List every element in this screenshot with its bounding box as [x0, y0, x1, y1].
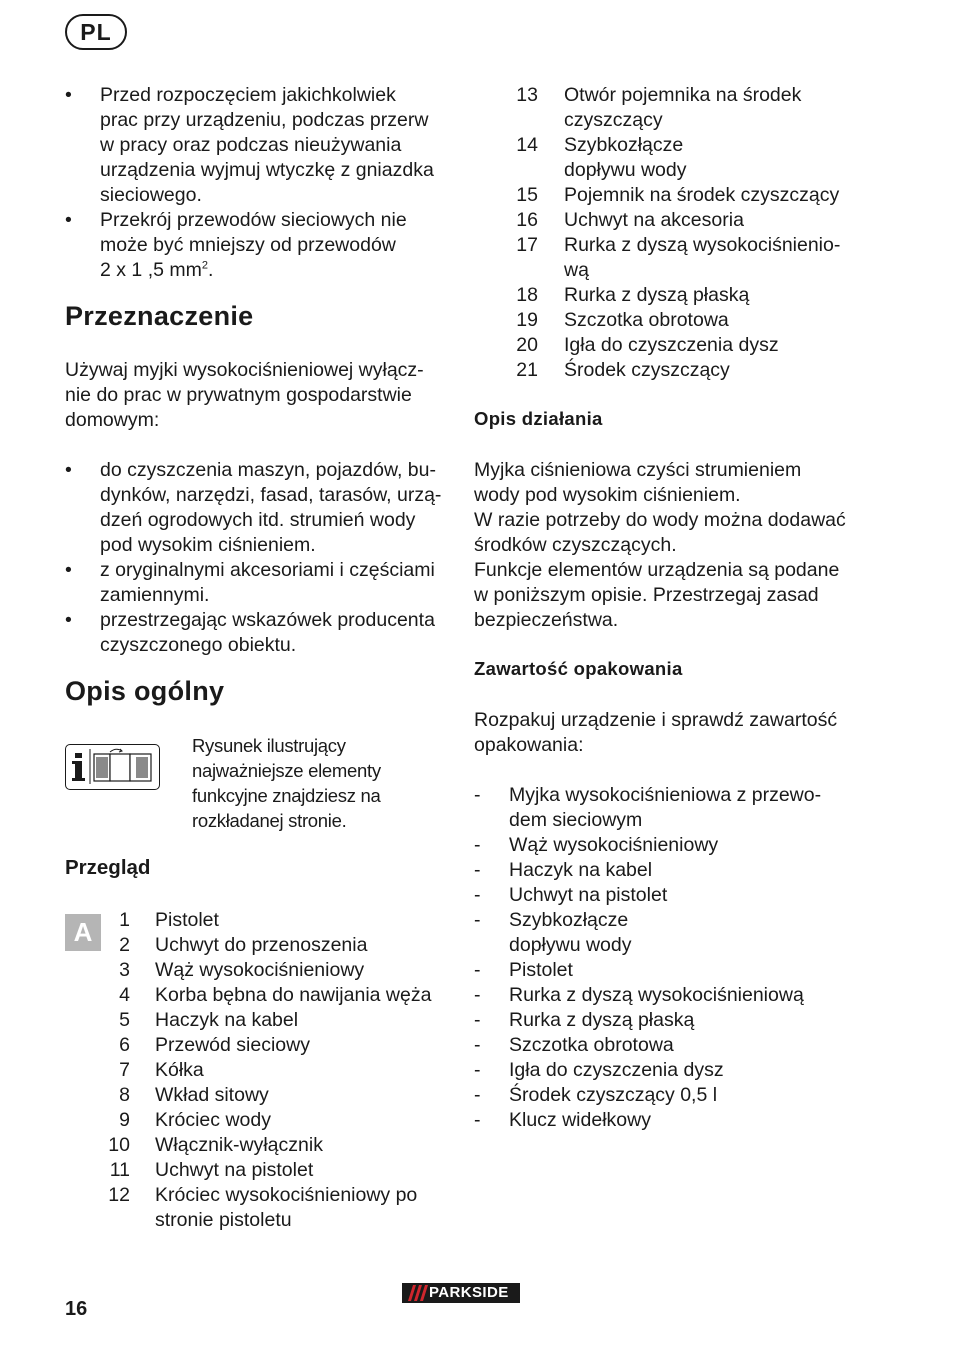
text-line: przestrzegając wskazówek producenta [100, 609, 435, 631]
item-number: 13 [516, 84, 538, 106]
list-item [100, 1008, 460, 1033]
bullet-marker: • [65, 559, 72, 581]
section-title-przeznaczenie: Przeznaczenie [65, 301, 254, 331]
text-line: domowym: [65, 409, 160, 431]
paragraph [474, 708, 894, 758]
item-label-continued: czyszczący [564, 109, 663, 131]
item-label: Wkład sitowy [155, 1084, 269, 1106]
list-item [65, 208, 455, 283]
text-line: Uchwyt na pistolet [509, 884, 668, 906]
text-line: sieciowego. [100, 184, 202, 206]
text-line: Haczyk na kabel [509, 859, 653, 881]
list-item [65, 458, 455, 558]
item-number: 20 [516, 334, 538, 356]
text-line: Funkcje elementów urządzenia są podane [474, 559, 840, 581]
dash-marker: - [474, 884, 481, 906]
dash-marker: - [474, 959, 481, 981]
list-item [507, 283, 907, 308]
superscript: 2 [201, 259, 208, 272]
item-number: 4 [119, 984, 130, 1006]
item-number: 17 [516, 234, 538, 256]
text-line: może być mniejszy od przewodów [100, 234, 396, 256]
list-item [100, 933, 460, 958]
list-item [474, 1008, 894, 1033]
list-item [65, 558, 455, 608]
item-label-continued: wą [564, 259, 589, 281]
item-label: Korba bębna do nawijania węża [155, 984, 432, 1006]
text-line: dem sieciowym [509, 809, 643, 831]
item-label: Rurka z dyszą płaską [564, 284, 750, 306]
list-item [100, 1083, 460, 1108]
dash-marker: - [474, 1109, 481, 1131]
text-line: Środek czyszczący 0,5 l [509, 1084, 718, 1106]
item-label: Kółka [155, 1059, 204, 1081]
dash-marker: - [474, 1084, 481, 1106]
text-line: zamiennymi. [100, 584, 210, 606]
list-item [100, 1183, 460, 1233]
list-item [474, 1083, 894, 1108]
list-item [474, 958, 894, 983]
text-line: Myjka wysokociśnieniowa z przewo- [509, 784, 822, 806]
text-line: urządzenia wyjmuj wtyczkę z gniazdka [100, 159, 434, 181]
text-line [100, 258, 407, 283]
text-line: najważniejsze elementy [192, 760, 381, 781]
list-item [100, 1033, 460, 1058]
list-item [507, 358, 907, 383]
item-number: 19 [516, 309, 538, 331]
logo-text: PARKSIDE [429, 1284, 509, 1301]
list-item [507, 183, 907, 208]
item-number: 3 [119, 959, 130, 981]
section-title-opis-dzialania: Opis działania [474, 408, 603, 429]
item-label: Otwór pojemnika na środek [564, 84, 802, 106]
text-line: Wąż wysokociśnieniowy [509, 834, 719, 856]
item-label: Szybkozłącze [564, 134, 684, 156]
list-item [507, 208, 907, 233]
list-item [100, 1058, 460, 1083]
text-line: prac przy urządzeniu, podczas przerw [100, 109, 429, 131]
text-line: dynków, narzędzi, fasad, tarasów, urzą- [100, 484, 442, 506]
item-label: Pistolet [155, 909, 219, 931]
text-line: do czyszczenia maszyn, pojazdów, bu- [100, 459, 436, 481]
language-badge: PL [65, 14, 127, 50]
text-line: Przekrój przewodów sieciowych nie [100, 209, 407, 231]
text-line: Rurka z dyszą płaską [509, 1009, 695, 1031]
item-label: Włącznik-wyłącznik [155, 1134, 323, 1156]
text-line: bezpieczeństwa. [474, 609, 619, 631]
text-line: rozkładanej stronie. [192, 810, 347, 831]
text-line: dopływu wody [509, 934, 632, 956]
item-label-continued: stronie pistoletu [155, 1209, 292, 1231]
list-item [507, 233, 907, 283]
text-fragment: 2 x 1 ,5 mm [100, 259, 202, 281]
item-label: Środek czyszczący [564, 359, 730, 381]
list-item [507, 333, 907, 358]
dash-marker: - [474, 984, 481, 1006]
list-item [507, 308, 907, 333]
item-label: Uchwyt na pistolet [155, 1159, 314, 1181]
list-item [474, 1108, 894, 1133]
item-number: 12 [108, 1184, 130, 1206]
item-label: Rurka z dyszą wysokociśnienio- [564, 234, 841, 256]
text-line: pod wysokim ciśnieniem. [100, 534, 316, 556]
item-number: 5 [119, 1009, 130, 1031]
text-line: w pracy oraz podczas nieużywania [100, 134, 402, 156]
list-item [507, 83, 907, 133]
item-label: Króciec wody [155, 1109, 271, 1131]
item-number: 8 [119, 1084, 130, 1106]
list-item [474, 858, 894, 883]
item-label: Szczotka obrotowa [564, 309, 729, 331]
list-item [100, 983, 460, 1008]
item-number: 7 [119, 1059, 130, 1081]
item-number: 6 [119, 1034, 130, 1056]
list-item [65, 83, 455, 208]
text-fragment: . [208, 259, 214, 281]
info-fold-out-page-icon [65, 744, 160, 790]
text-line: Igła do czyszczenia dysz [509, 1059, 724, 1081]
text-line: Przed rozpoczęciem jakichkolwiek [100, 84, 396, 106]
text-line: wody pod wysokim ciśnieniem. [474, 484, 741, 506]
item-number: 15 [516, 184, 538, 206]
item-number: 9 [119, 1109, 130, 1131]
text-line: Szczotka obrotowa [509, 1034, 674, 1056]
section-title-przeglad: Przegląd [65, 856, 151, 879]
list-item [474, 1033, 894, 1058]
list-item [474, 983, 894, 1008]
list-item [100, 1108, 460, 1133]
item-label: Przewód sieciowy [155, 1034, 310, 1056]
text-line: w poniższym opisie. Przestrzegaj zasad [474, 584, 819, 606]
parkside-logo [402, 1283, 520, 1303]
text-line: czyszczonego obiektu. [100, 634, 297, 656]
item-label: Wąż wysokociśnieniowy [155, 959, 365, 981]
text-line: z oryginalnymi akcesoriami i częściami [100, 559, 435, 581]
text-line: Rurka z dyszą wysokociśnieniową [509, 984, 804, 1006]
list-item [100, 1158, 460, 1183]
section-title-zawartosc: Zawartość opakowania [474, 658, 683, 679]
bullet-marker: • [65, 209, 72, 231]
dash-marker: - [474, 1034, 481, 1056]
item-number: 16 [516, 209, 538, 231]
item-label: Króciec wysokociśnieniowy po [155, 1184, 418, 1206]
text-line: funkcyjne znajdziesz na [192, 785, 381, 806]
item-number: 10 [108, 1134, 130, 1156]
item-label: Uchwyt na akcesoria [564, 209, 744, 231]
item-number: 2 [119, 934, 130, 956]
dash-marker: - [474, 1059, 481, 1081]
item-label: Uchwyt do przenoszenia [155, 934, 368, 956]
list-item [474, 883, 894, 908]
dash-marker: - [474, 909, 481, 931]
page-number: 16 [65, 1298, 88, 1320]
dash-marker: - [474, 859, 481, 881]
text-line: Rozpakuj urządzenie i sprawdź zawartość [474, 709, 838, 731]
list-item [65, 608, 455, 658]
text-line: Pistolet [509, 959, 573, 981]
bullet-marker: • [65, 609, 72, 631]
item-number: 21 [516, 359, 538, 381]
text-line: środków czyszczących. [474, 534, 677, 556]
paragraph [65, 358, 455, 433]
figure-label-a: A [65, 914, 101, 951]
list-item [474, 783, 894, 833]
right-column [474, 0, 954, 1354]
text-line: Szybkozłącze [509, 909, 629, 931]
item-number: 1 [119, 909, 130, 931]
list-item [474, 1058, 894, 1083]
list-item [507, 133, 907, 183]
text-line: Myjka ciśnieniowa czyści strumieniem [474, 459, 802, 481]
text-line: dzeń ogrodowych itd. strumień wody [100, 509, 416, 531]
list-item [100, 958, 460, 983]
item-label: Haczyk na kabel [155, 1009, 299, 1031]
text-line: W razie potrzeby do wody można dodawać [474, 509, 846, 531]
info-note [192, 733, 452, 833]
text-line: opakowania: [474, 734, 584, 756]
item-label: Igła do czyszczenia dysz [564, 334, 779, 356]
item-number: 18 [516, 284, 538, 306]
item-label-continued: dopływu wody [564, 159, 687, 181]
text-line: nie do prac w prywatnym gospodarstwie [65, 384, 412, 406]
section-title-opis-ogolny: Opis ogólny [65, 676, 225, 706]
bullet-marker: • [65, 459, 72, 481]
dash-marker: - [474, 1009, 481, 1031]
dash-marker: - [474, 784, 481, 806]
list-item [474, 833, 894, 858]
paragraph [474, 458, 894, 633]
text-line: Używaj myjki wysokociśnieniowej wyłącz- [65, 359, 424, 381]
bullet-marker: • [65, 84, 72, 106]
dash-marker: - [474, 834, 481, 856]
list-item [100, 1133, 460, 1158]
item-label: Pojemnik na środek czyszczący [564, 184, 840, 206]
text-line: Rysunek ilustrujący [192, 735, 346, 756]
text-line: Klucz widełkowy [509, 1109, 651, 1131]
list-item [474, 908, 894, 958]
item-number: 11 [109, 1159, 130, 1181]
item-number: 14 [516, 134, 538, 156]
list-item [100, 908, 460, 933]
